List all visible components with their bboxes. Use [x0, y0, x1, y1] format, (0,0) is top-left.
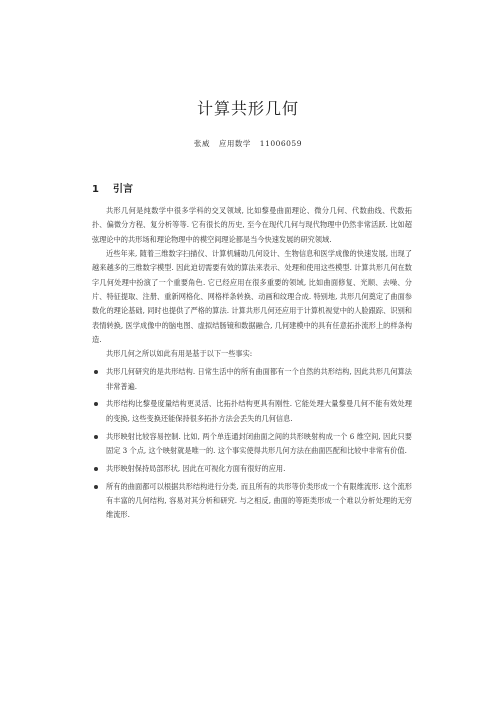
bullet-icon	[94, 467, 98, 471]
author-id: 11006059	[259, 139, 302, 148]
bullet-icon	[94, 435, 98, 439]
section-title: 引言	[112, 184, 133, 195]
author-name: 张威	[194, 139, 211, 148]
bullet-icon	[94, 402, 98, 406]
bullet-icon	[94, 370, 98, 374]
list-item	[92, 462, 412, 476]
author-line	[0, 138, 496, 149]
list-item-text: 共形结构比黎曼度量结构更灵活、比拓扑结构更具有刚性. 它能处理大量黎曼几何不能有效处理的变换, 这些变换还能保持很多拓扑方法会丢失的几何信息.	[106, 399, 412, 423]
list-item-text: 所有的曲面都可以根据共形结构进行分类, 而且所有的共形等价类形成一个有限维流形. 这个流形有丰富的几何结构, 容易对其分析和研究. 与之相反, 曲面的等距类形成一个难以分析处理的无穷维流形.	[106, 481, 412, 520]
bullet-icon	[94, 485, 98, 489]
paragraph: 共形几何之所以如此有用是基于以下一些事实:	[106, 349, 253, 359]
section-number: 1	[92, 184, 99, 195]
list-item	[92, 430, 412, 459]
list-item	[92, 397, 412, 426]
section-heading	[92, 180, 133, 195]
paper-title: 计算共形几何	[196, 99, 299, 118]
paragraph: 近些年来, 随着三维数字扫描仪、计算机辅助几何设计、生物信息和医学成像的快速发展, 出现了越来越多的三维数字模型. 因此迫切需要有效的算法来表示、处理和使用这些模型. 计算共形几何在数字几何处理中扮演了一个重要角色. 它已经应用在很多重要的领域, 比如曲面修复、光顺、去噪、分片、特征提取、注册、重新网格化、网格样条转换、动画和纹理合成. 特别地, 共形几何奠定了曲面参数化的理论基础, 同时也提供了严格的算法. 计算共形几何还应用于计算机视觉中的人脸跟踪、识别和表情转换, 医学成像中的脑电图、虚拟结肠镜和数据融合, 几何建模中的具有任意拓扑流形上的样条构造.	[92, 249, 412, 345]
bullet-list	[92, 365, 412, 522]
list-item-text: 共形几何研究的是共形结构. 日常生活中的所有曲面都有一个自然的共形结构, 因此共形几何算法非常普遍.	[106, 367, 412, 391]
list-item-text: 共形映射保持局部形状, 因此在可视化方面有很好的应用.	[106, 463, 286, 473]
list-item	[92, 365, 412, 394]
list-item	[92, 480, 412, 523]
author-major: 应用数学	[218, 139, 251, 148]
section-body	[92, 204, 412, 523]
paragraph: 共形几何是纯数学中很多学科的交叉领域, 比如黎曼曲面理论、微分几何、代数曲线、代数拓扑、偏微分方程、复分析等等. 它有很长的历史, 至今在现代几何与现代物理中仍然非常活跃. 比如超弦理论中的共形场和理论物理中的模空间理论都是当今快速发展的研究领域.	[92, 206, 412, 244]
list-item-text: 共形映射比较容易控制. 比如, 两个单连通封闭曲面之间的共形映射构成一个 6 维空间, 因此只要固定 3 个点, 这个映射就是唯一的. 这个事实使得共形几何方法在曲面匹配和比较中非常有价值.	[106, 431, 412, 455]
